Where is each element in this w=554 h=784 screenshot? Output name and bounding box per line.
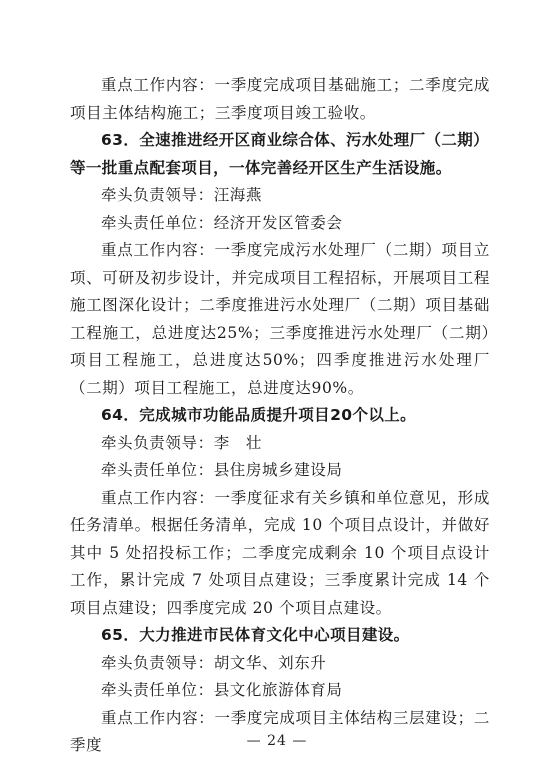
paragraph-work-content-62: 重点工作内容：一季度完成项目基础施工；二季度完成项目主体结构施工；三季度项目竣工验收。 [70, 76, 490, 122]
lead-unit-64: 牵头责任单位：县住房城乡建设局 [101, 461, 343, 479]
lead-unit-65: 牵头责任单位：县文化旅游体育局 [101, 681, 343, 699]
page-number: — 24 — [246, 733, 308, 749]
paragraph-work-content-64: 重点工作内容：一季度征求有关乡镇和单位意见，形成任务清单。根据任务清单，完成 10 个项目点设计，并做好其中 5 处招投标工作；二季度完成剩余 10 个项目点设计工作，累计完成 7 处项目点建设；三季度累计完成 14 个项目点建设；四季度完成 20 个项目点建设。 [70, 488, 490, 617]
paragraph-work-content-63: 重点工作内容：一季度完成污水处理厂（二期）项目立项、可研及初步设计，并完成项目工程招标，开展项目工程施工图深化设计；二季度推进污水处理厂（二期）项目基础工程施工，总进度达25%；三季度推进污水处理厂（二期）项目工程施工，总进度达50%；四季度推进污水处理厂（二期）项目工程施工，总进度达90%。 [70, 241, 490, 397]
lead-leader-65: 牵头负责领导：胡文华、刘东升 [101, 653, 327, 672]
lead-leader-64: 牵头负责领导：李 壮 [101, 433, 263, 452]
heading-item-65: 65．大力推进市民体育文化中心项目建设。 [101, 626, 410, 644]
lead-leader-63: 牵头负责领导：汪海燕 [101, 186, 263, 204]
heading-item-63: 63．全速推进经开区商业综合体、污水处理厂（二期）等一批重点配套项目，一体完善经开区生产生活设施。 [70, 131, 490, 177]
document-body [70, 72, 490, 760]
paragraph-work-content-65: 重点工作内容：一季度完成项目主体结构三层建设；二季度 [70, 708, 490, 754]
heading-item-64: 64．完成城市功能品质提升项目20个以上。 [101, 406, 417, 424]
lead-unit-63: 牵头责任单位：经济开发区管委会 [101, 213, 343, 232]
